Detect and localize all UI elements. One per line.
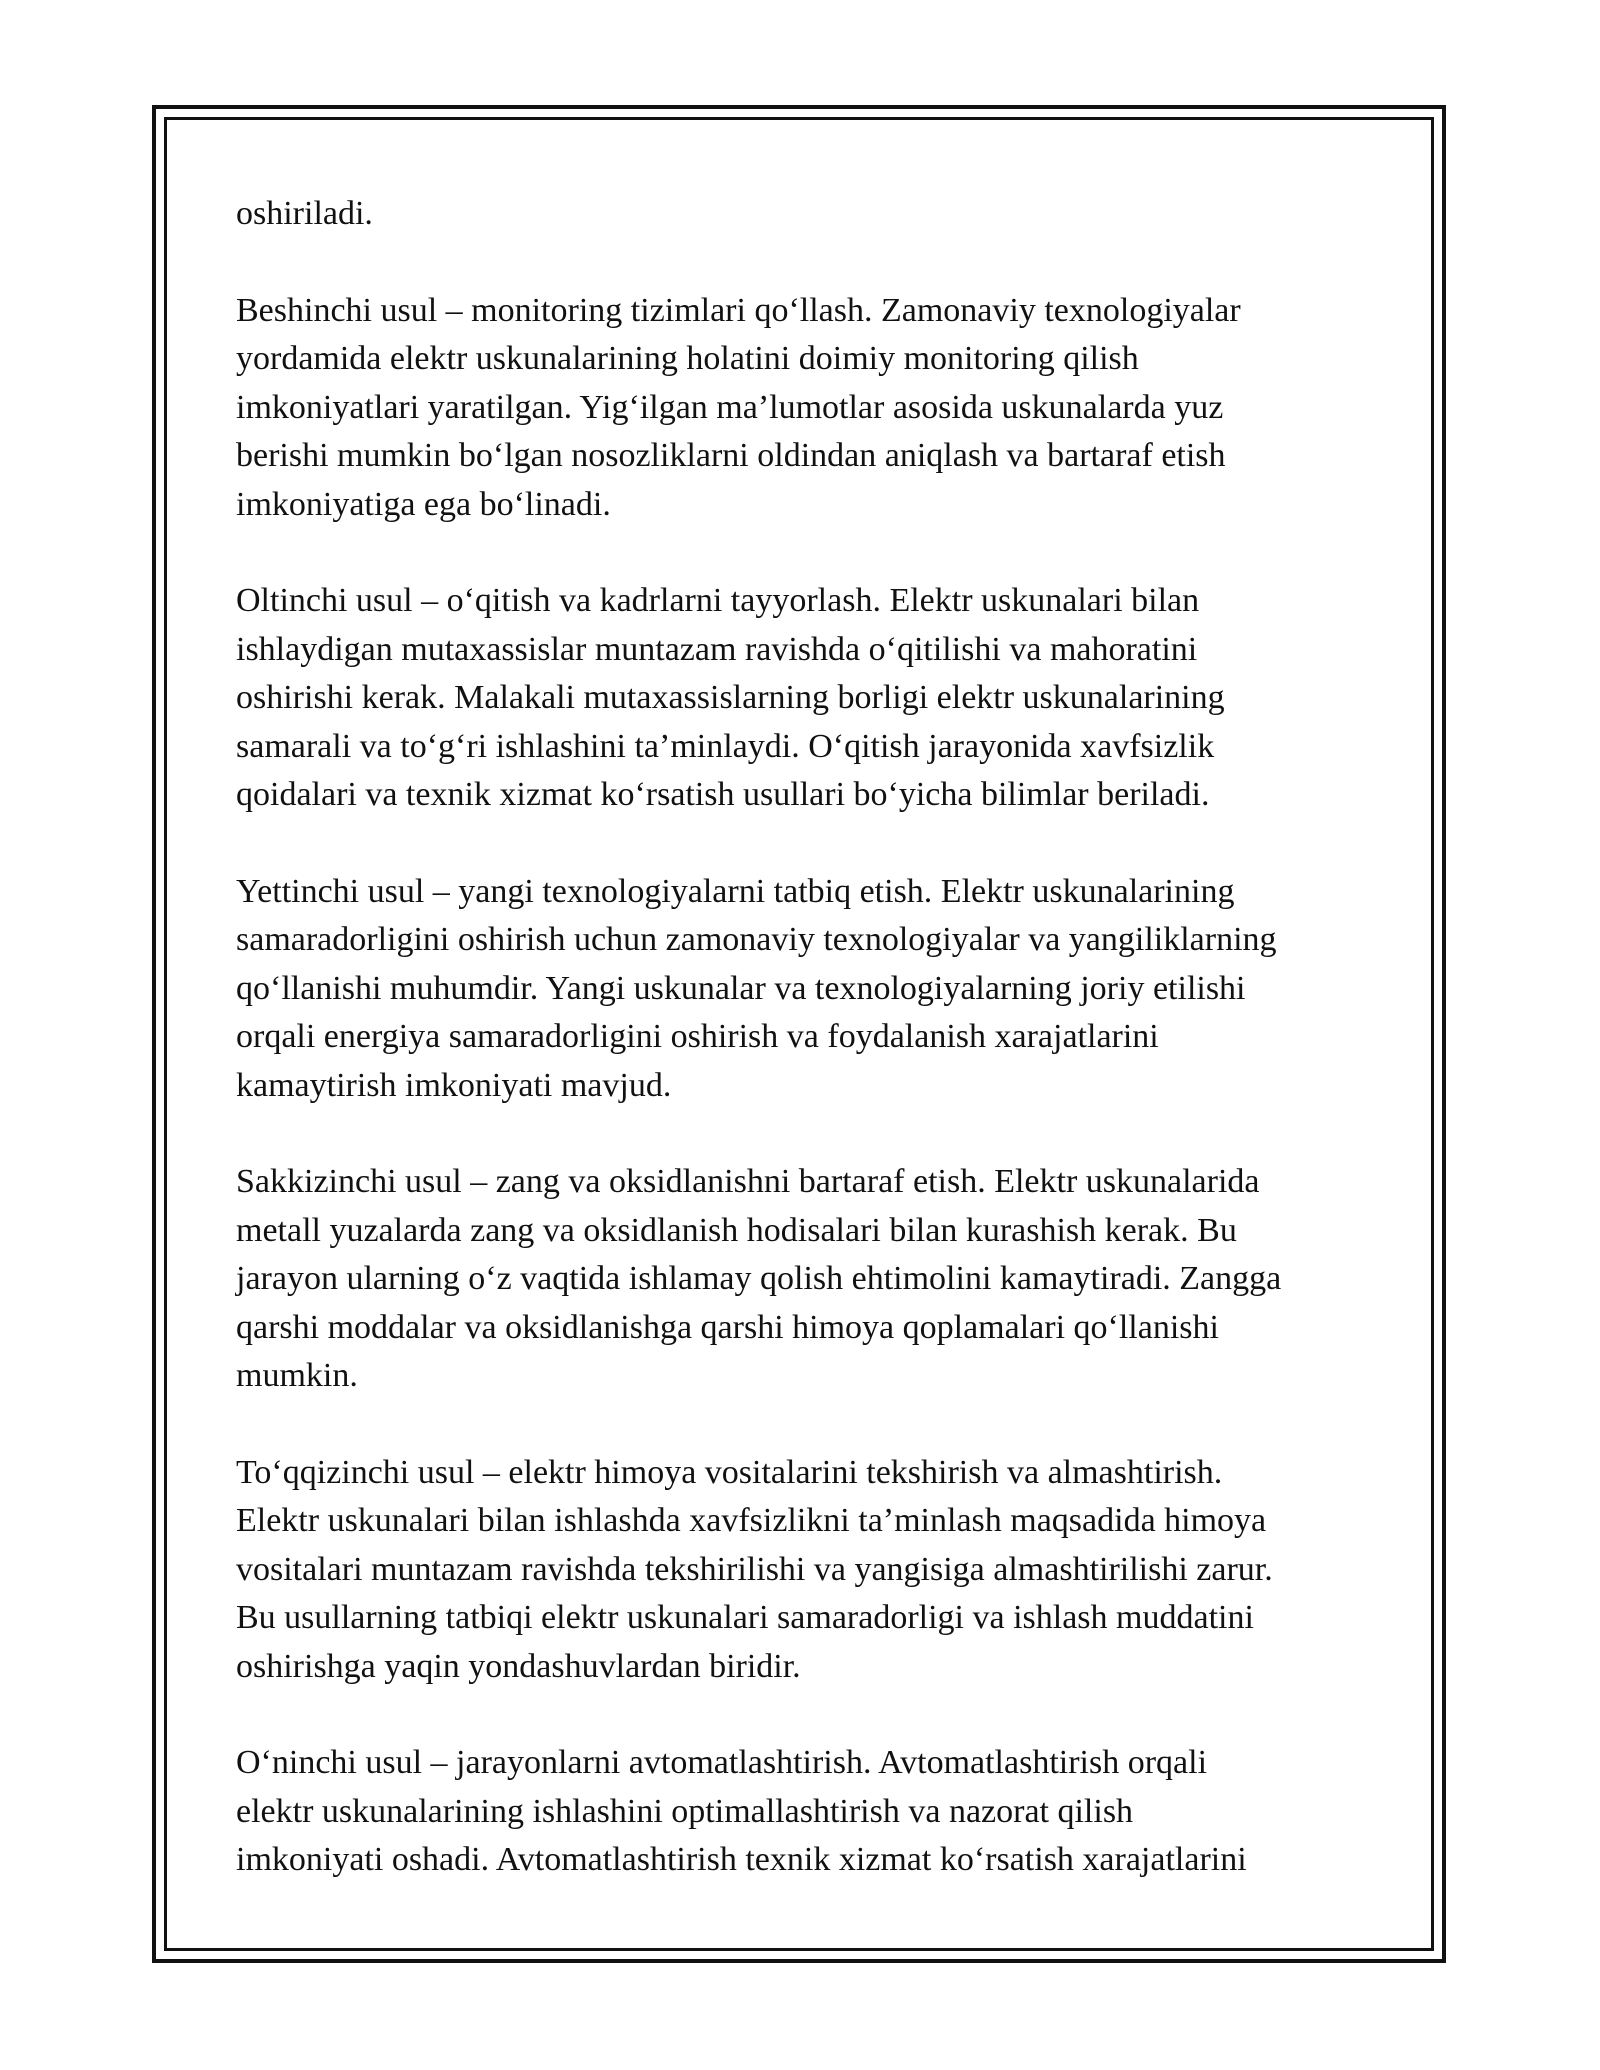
text-line: oshirishi kerak. Malakali mutaxassislarning borligi elektr uskunalarining xyxy=(236,679,1225,716)
text-line: Bu usullarning tatbiqi elektr uskunalari samaradorligi va ishlash muddatini xyxy=(236,1599,1254,1636)
text-line: metall yuzalarda zang va oksidlanish hodisalari bilan kurashish kerak. Bu xyxy=(236,1211,1237,1249)
text-line: samarali va to‘g‘ri ishlashini ta’minlaydi. O‘qitish jarayonida xavfsizlik xyxy=(236,727,1215,765)
paragraph-sixth-method xyxy=(236,577,1376,820)
paragraph-eighth-method xyxy=(236,1158,1376,1401)
text-line: orqali energiya samaradorligini oshirish va foydalanish xarajatlarini xyxy=(236,1018,1159,1055)
text-line: Beshinchi usul – monitoring tizimlari qo‘llash. Zamonaviy texnologiyalar xyxy=(236,291,1241,329)
text-line: Elektr uskunalari bilan ishlashda xavfsizlikni ta’minlash maqsadida himoya xyxy=(236,1502,1267,1539)
text-line: qoidalari va texnik xizmat ko‘rsatish usullari bo‘yicha bilimlar beriladi. xyxy=(236,776,1210,813)
text-line: To‘qqizinchi usul – elektr himoya vositalarini tekshirish va almashtirish. xyxy=(236,1453,1223,1491)
text-line: berishi mumkin bo‘lgan nosozliklarni oldindan aniqlash va bartaraf etish xyxy=(236,437,1226,474)
text-line: mumkin. xyxy=(236,1357,358,1394)
paragraph-tenth-method xyxy=(236,1739,1376,1885)
text-line: qo‘llanishi muhumdir. Yangi uskunalar va texnologiyalarning joriy etilishi xyxy=(236,969,1246,1007)
text-line: jarayon ularning o‘z vaqtida ishlamay qolish ehtimolini kamaytiradi. Zangga xyxy=(236,1260,1282,1297)
text-line: qarshi moddalar va oksidlanishga qarshi himoya qoplamalari qo‘llanishi xyxy=(236,1308,1219,1346)
paragraph-fifth-method xyxy=(236,287,1376,530)
text-line: oshiriladi. xyxy=(236,195,373,232)
paragraph-continuation xyxy=(236,190,1376,239)
text-line: samaradorligini oshirish uchun zamonaviy texnologiyalar va yangiliklarning xyxy=(236,921,1277,958)
page-content xyxy=(236,190,1376,1933)
text-line: elektr uskunalarining ishlashini optimallashtirish va nazorat qilish xyxy=(236,1792,1134,1830)
text-line: Sakkizinchi usul – zang va oksidlanishni bartaraf etish. Elektr uskunalarida xyxy=(236,1163,1260,1200)
text-line: Oltinchi usul – o‘qitish va kadrlarni tayyorlash. Elektr uskunalari bilan xyxy=(236,582,1200,619)
text-line: kamaytirish imkoniyati mavjud. xyxy=(236,1066,672,1104)
paragraph-ninth-method xyxy=(236,1449,1376,1692)
text-line: oshirishga yaqin yondashuvlardan biridir. xyxy=(236,1647,801,1685)
text-line: Yettinchi usul – yangi texnologiyalarni tatbiq etish. Elektr uskunalarining xyxy=(236,872,1235,910)
text-line: O‘ninchi usul – jarayonlarni avtomatlashtirish. Avtomatlashtirish orqali xyxy=(236,1744,1208,1781)
text-line: ishlaydigan mutaxassislar muntazam ravishda o‘qitilishi va mahoratini xyxy=(236,630,1198,668)
text-line: yordamida elektr uskunalarining holatini doimiy monitoring qilish xyxy=(236,340,1139,377)
text-line: imkoniyati oshadi. Avtomatlashtirish texnik xizmat ko‘rsatish xarajatlarini xyxy=(236,1841,1247,1878)
text-line: vositalari muntazam ravishda tekshirilishi va yangisiga almashtirilishi zarur. xyxy=(236,1550,1273,1588)
text-line: imkoniyatiga ega bo‘linadi. xyxy=(236,485,611,523)
paragraph-seventh-method xyxy=(236,868,1376,1111)
text-line: imkoniyatlari yaratilgan. Yig‘ilgan ma’lumotlar asosida uskunalarda yuz xyxy=(236,388,1224,426)
